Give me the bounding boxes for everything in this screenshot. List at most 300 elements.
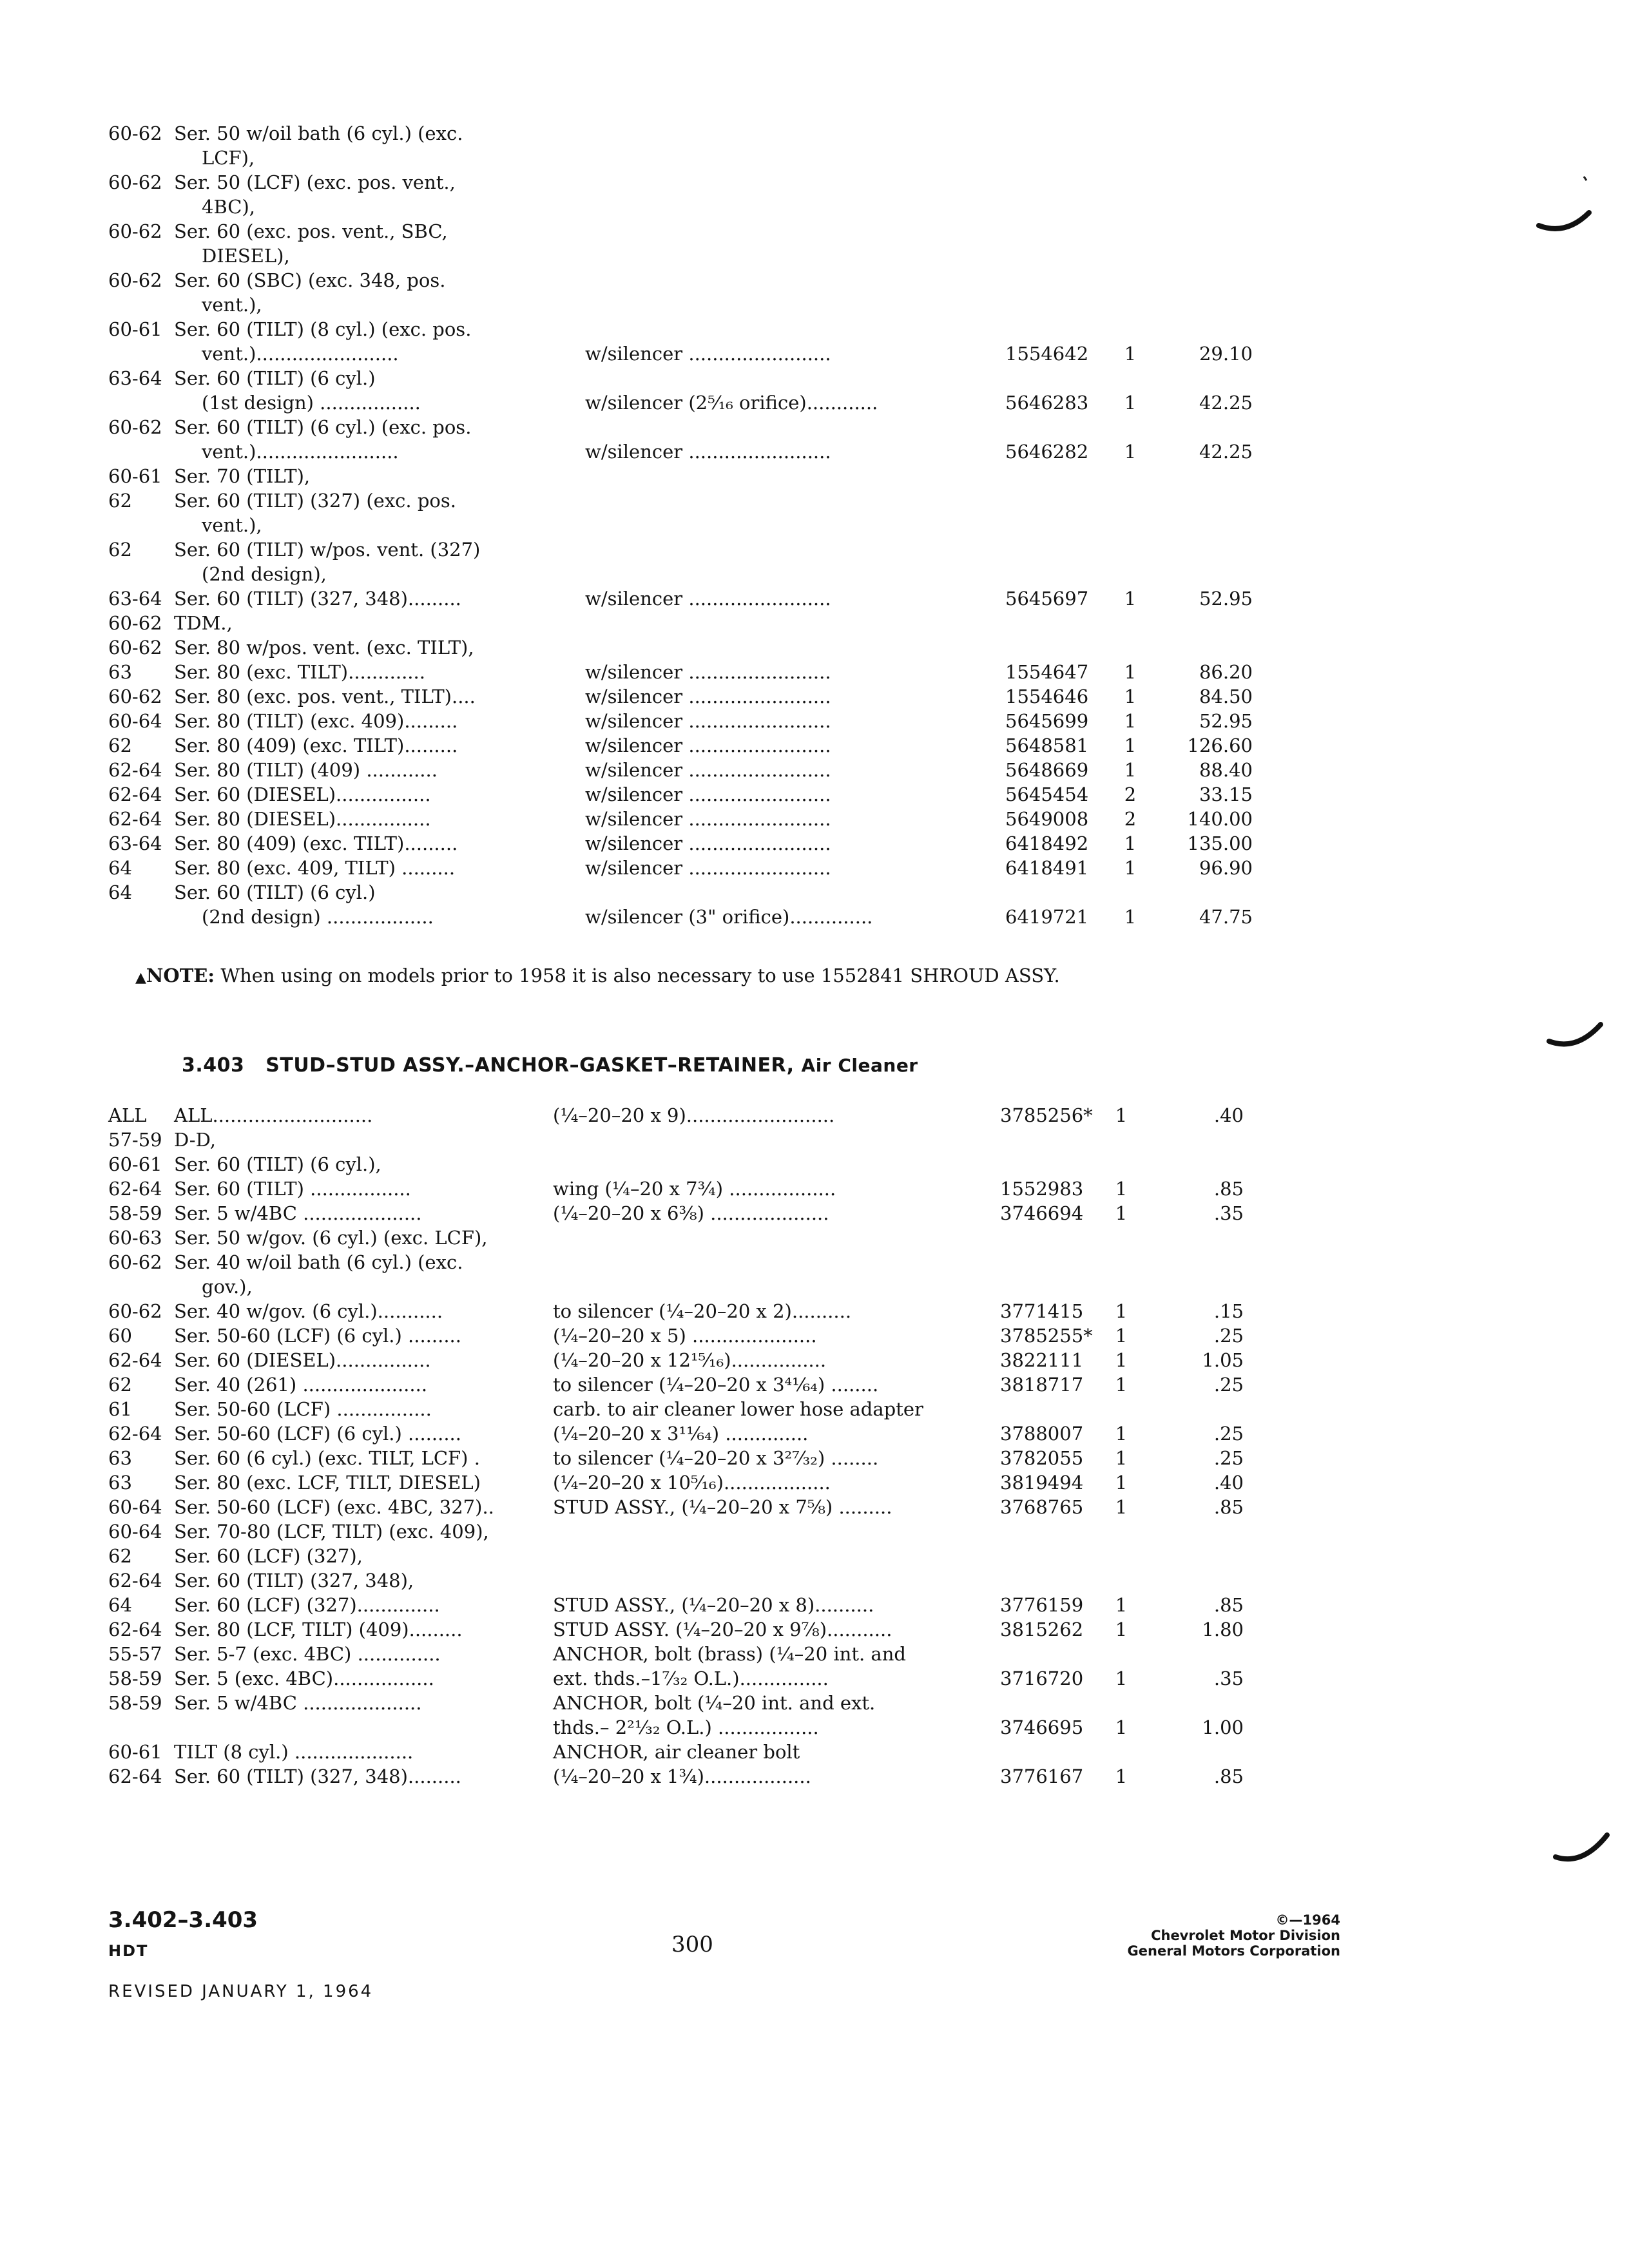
price-cell: .85 [1213, 1496, 1244, 1518]
table-row [108, 758, 1255, 782]
table-row [108, 1764, 1255, 1789]
quantity-cell: 1 [1115, 1447, 1128, 1469]
part-name-cell: thds.– 2²¹⁄₃₂ O.L.) ................. [553, 1716, 819, 1738]
quantity-cell: 1 [1115, 1300, 1128, 1322]
part-name-cell: ANCHOR, bolt (brass) (¼–20 int. and [553, 1643, 906, 1665]
part-number-cell: 5648669 [1005, 759, 1089, 781]
years-cell: 60-62 [108, 416, 162, 438]
table-row [108, 1666, 1255, 1691]
model-cell: Ser. 80 (DIESEL)................ [174, 808, 431, 830]
table-row [108, 1568, 1255, 1593]
years-cell: 60-61 [108, 1153, 162, 1175]
years-cell: 60-61 [108, 1741, 162, 1763]
part-number-cell: 3716720 [1000, 1667, 1084, 1689]
years-cell: 62 [108, 1374, 132, 1396]
section-range: 3.402–3.403 [108, 1907, 258, 1933]
model-cell: vent.)........................ [202, 343, 399, 365]
table-row [108, 1740, 1255, 1764]
years-cell: 62-64 [108, 1619, 162, 1640]
price-cell: 140.00 [1187, 808, 1253, 830]
model-cell: (1st design) ................. [202, 392, 421, 414]
price-cell: .85 [1213, 1178, 1244, 1200]
note-label: NOTE: [146, 965, 215, 986]
section-number: 3.403 [182, 1054, 245, 1077]
part-name-cell: ANCHOR, bolt (¼–20 int. and ext. [553, 1692, 876, 1714]
quantity-cell: 1 [1124, 343, 1137, 365]
table-row [108, 733, 1255, 758]
price-cell: 47.75 [1199, 906, 1253, 928]
model-cell: Ser. 50-60 (LCF) (6 cyl.) ......... [174, 1325, 461, 1347]
table-row [108, 1617, 1255, 1642]
quantity-cell: 1 [1115, 1619, 1128, 1640]
model-cell: Ser. 80 (409) (exc. TILT)......... [174, 735, 458, 756]
model-cell: Ser. 70-80 (LCF, TILT) (exc. 409), [174, 1521, 489, 1542]
part-number-cell: 3785256* [1000, 1104, 1093, 1126]
part-name-cell: ANCHOR, air cleaner bolt [553, 1741, 800, 1763]
part-number-cell: 5646282 [1005, 441, 1089, 463]
part-name-cell: to silencer (¼–20–20 x 3²⁷⁄₃₂) ........ [553, 1447, 879, 1469]
table-row [108, 1642, 1255, 1666]
years-cell: 60-63 [108, 1227, 162, 1249]
years-cell: ALL [108, 1104, 147, 1126]
model-cell: Ser. 50-60 (LCF) (exc. 4BC, 327).. [174, 1496, 494, 1518]
price-cell: .40 [1213, 1472, 1244, 1494]
part-name-cell: w/silencer ........................ [585, 710, 831, 732]
years-cell: 60-62 [108, 171, 162, 193]
table-row [108, 244, 1255, 268]
years-cell: 62-64 [108, 1570, 162, 1591]
table-row [108, 1274, 1255, 1299]
quantity-cell: 1 [1124, 832, 1137, 854]
table-row [108, 341, 1255, 366]
part-number-cell: 6418492 [1005, 832, 1089, 854]
price-cell: .25 [1213, 1423, 1244, 1445]
price-cell: 84.50 [1199, 686, 1253, 707]
part-number-cell: 5645699 [1005, 710, 1089, 732]
part-name-cell: STUD ASSY., (¼–20–20 x 8).......... [553, 1594, 874, 1616]
part-name-cell: w/silencer (2⁵⁄₁₆ orifice)............ [585, 392, 878, 414]
years-cell: 63 [108, 1447, 132, 1469]
model-cell: Ser. 80 (exc. LCF, TILT, DIESEL) [174, 1472, 481, 1494]
model-cell: DIESEL), [202, 245, 290, 267]
model-cell: Ser. 60 (exc. pos. vent., SBC, [174, 220, 448, 242]
part-name-cell: (¼–20–20 x 6⅜) .................... [553, 1202, 829, 1224]
years-cell: 60-62 [108, 1300, 162, 1322]
quantity-cell: 1 [1124, 710, 1137, 732]
years-cell: 63-64 [108, 832, 162, 854]
model-cell: Ser. 80 (exc. 409, TILT) ......... [174, 857, 456, 879]
page-number: 300 [671, 1932, 713, 1957]
price-cell: .25 [1213, 1447, 1244, 1469]
price-cell: 96.90 [1199, 857, 1253, 879]
quantity-cell: 1 [1115, 1325, 1128, 1347]
part-number-cell: 1554646 [1005, 686, 1089, 707]
quantity-cell: 1 [1115, 1716, 1128, 1738]
quantity-cell: 1 [1115, 1423, 1128, 1445]
model-cell: vent.), [202, 514, 262, 536]
model-cell: Ser. 80 (LCF, TILT) (409)......... [174, 1619, 463, 1640]
model-cell: Ser. 60 (TILT) (327, 348)......... [174, 1765, 461, 1787]
price-cell: .40 [1213, 1104, 1244, 1126]
part-name-cell: w/silencer (3" orifice).............. [585, 906, 873, 928]
part-number-cell: 3746695 [1000, 1716, 1084, 1738]
years-cell: 62 [108, 1545, 132, 1567]
years-cell: 62-64 [108, 1178, 162, 1200]
model-cell: Ser. 5 (exc. 4BC)................. [174, 1667, 434, 1689]
table-row [108, 219, 1255, 244]
table-row [108, 1715, 1255, 1740]
price-cell: 135.00 [1187, 832, 1253, 854]
years-cell: 60-62 [108, 686, 162, 707]
footer-left [108, 1907, 373, 2001]
years-cell: 60-61 [108, 318, 162, 340]
table-row [108, 709, 1255, 733]
price-cell: .15 [1213, 1300, 1244, 1322]
parts-listing-3-403 [108, 1103, 1255, 1789]
years-cell: 62-64 [108, 1765, 162, 1787]
part-number-cell: 5646283 [1005, 392, 1089, 414]
price-cell: 42.25 [1199, 441, 1253, 463]
years-cell: 64 [108, 881, 132, 903]
years-cell: 60-64 [108, 1521, 162, 1542]
part-number-cell: 6418491 [1005, 857, 1089, 879]
quantity-cell: 1 [1115, 1202, 1128, 1224]
table-row [108, 831, 1255, 856]
table-row [108, 170, 1255, 195]
part-name-cell: w/silencer ........................ [585, 441, 831, 463]
model-cell: Ser. 70 (TILT), [174, 465, 311, 487]
years-cell: 62 [108, 490, 132, 512]
price-cell: .35 [1213, 1202, 1244, 1224]
division-name: Chevrolet Motor Division [1151, 1928, 1340, 1943]
model-cell: Ser. 60 (TILT) (6 cyl.) [174, 367, 376, 389]
table-row [108, 1470, 1255, 1495]
table-row [108, 464, 1255, 488]
table-row [108, 1372, 1255, 1397]
table-row [108, 905, 1255, 929]
model-cell: Ser. 50 (LCF) (exc. pos. vent., [174, 171, 456, 193]
model-cell: Ser. 60 (6 cyl.) (exc. TILT, LCF) . [174, 1447, 480, 1469]
part-name-cell: (¼–20–20 x 10⁵⁄₁₆).................. [553, 1472, 831, 1494]
quantity-cell: 1 [1124, 392, 1137, 414]
table-row [108, 856, 1255, 880]
price-cell: 1.05 [1202, 1349, 1244, 1371]
part-number-cell: 1554642 [1005, 343, 1089, 365]
model-cell: Ser. 80 (TILT) (409) ............ [174, 759, 438, 781]
years-cell: 62-64 [108, 783, 162, 805]
model-cell: Ser. 80 w/pos. vent. (exc. TILT), [174, 637, 474, 658]
model-cell: gov.), [202, 1276, 253, 1298]
model-cell: Ser. 50-60 (LCF) ................ [174, 1398, 432, 1420]
part-number-cell: 3782055 [1000, 1447, 1084, 1469]
years-cell: 60 [108, 1325, 132, 1347]
price-cell: 52.95 [1199, 710, 1253, 732]
quantity-cell: 1 [1124, 857, 1137, 879]
model-cell: Ser. 5 w/4BC .................... [174, 1692, 422, 1714]
price-cell: 29.10 [1199, 343, 1253, 365]
years-cell: 63-64 [108, 367, 162, 389]
part-name-cell: (¼–20–20 x 12¹⁵⁄₁₆)................ [553, 1349, 827, 1371]
years-cell: 60-61 [108, 465, 162, 487]
part-name-cell: w/silencer ........................ [585, 857, 831, 879]
table-row [108, 439, 1255, 464]
quantity-cell: 1 [1115, 1178, 1128, 1200]
years-cell: 58-59 [108, 1692, 162, 1714]
years-cell: 63 [108, 661, 132, 683]
table-row [108, 611, 1255, 635]
part-number-cell: 1552983 [1000, 1178, 1084, 1200]
years-cell: 61 [108, 1398, 132, 1420]
price-cell: .35 [1213, 1667, 1244, 1689]
table-row [108, 1177, 1255, 1201]
model-cell: Ser. 40 (261) ..................... [174, 1374, 428, 1396]
model-cell: Ser. 40 w/oil bath (6 cyl.) (exc. [174, 1251, 463, 1273]
table-row [108, 1128, 1255, 1152]
model-cell: vent.), [202, 294, 262, 316]
quantity-cell: 1 [1115, 1104, 1128, 1126]
quantity-cell: 1 [1124, 759, 1137, 781]
table-row [108, 1201, 1255, 1225]
table-row [108, 1299, 1255, 1323]
part-name-cell: w/silencer ........................ [585, 686, 831, 707]
table-row [108, 317, 1255, 341]
years-cell: 60-62 [108, 637, 162, 658]
price-cell: 86.20 [1199, 661, 1253, 683]
copyright: ©—1964 [1275, 1912, 1340, 1928]
part-number-cell: 5645454 [1005, 783, 1089, 805]
years-cell: 63-64 [108, 588, 162, 610]
section-subtitle: Air Cleaner [801, 1055, 918, 1076]
price-cell: 52.95 [1199, 588, 1253, 610]
part-number-cell: 3788007 [1000, 1423, 1084, 1445]
note-marker: ▲ [135, 970, 146, 986]
revision-date: REVISED JANUARY 1, 1964 [108, 1982, 374, 2001]
model-cell: Ser. 60 (TILT) (327, 348), [174, 1570, 414, 1591]
binding-mark [1553, 1823, 1611, 1875]
table-row [108, 1323, 1255, 1348]
part-name-cell: w/silencer ........................ [585, 735, 831, 756]
years-cell: 64 [108, 857, 132, 879]
years-cell: 60-62 [108, 122, 162, 144]
table-row [108, 880, 1255, 905]
model-cell: Ser. 60 (TILT) w/pos. vent. (327) [174, 539, 481, 561]
quantity-cell: 1 [1115, 1765, 1128, 1787]
price-cell: .25 [1213, 1374, 1244, 1396]
catalog-code: HDT [108, 1942, 149, 1960]
model-cell: Ser. 60 (TILT) (327, 348)......... [174, 588, 461, 610]
table-row [108, 586, 1255, 611]
part-number-cell: 5645697 [1005, 588, 1089, 610]
model-cell: (2nd design) .................. [202, 906, 434, 928]
years-cell: 63 [108, 1472, 132, 1494]
part-name-cell: (¼–20–20 x 3¹¹⁄₆₄) .............. [553, 1423, 809, 1445]
part-name-cell: STUD ASSY. (¼–20–20 x 9⅞)........... [553, 1619, 892, 1640]
model-cell: Ser. 60 (DIESEL)................ [174, 783, 431, 805]
model-cell: Ser. 5-7 (exc. 4BC) .............. [174, 1643, 441, 1665]
years-cell: 60-62 [108, 220, 162, 242]
model-cell: Ser. 60 (TILT) ................. [174, 1178, 411, 1200]
model-cell: Ser. 60 (LCF) (327), [174, 1545, 363, 1567]
price-cell: 1.80 [1202, 1619, 1244, 1640]
part-name-cell: to silencer (¼–20–20 x 3⁴¹⁄₆₄) ........ [553, 1374, 879, 1396]
model-cell: Ser. 50-60 (LCF) (6 cyl.) ......... [174, 1423, 461, 1445]
years-cell: 62 [108, 539, 132, 561]
section-title: STUD–STUD ASSY.–ANCHOR–GASKET–RETAINER, [265, 1054, 795, 1077]
years-cell: 62 [108, 735, 132, 756]
table-row [108, 660, 1255, 684]
part-number-cell: 3776159 [1000, 1594, 1084, 1616]
table-row [108, 390, 1255, 415]
part-name-cell: wing (¼–20 x 7¾) .................. [553, 1178, 836, 1200]
table-row [108, 121, 1255, 146]
model-cell: vent.)........................ [202, 441, 399, 463]
model-cell: Ser. 40 w/gov. (6 cyl.)........... [174, 1300, 443, 1322]
quantity-cell: 1 [1115, 1594, 1128, 1616]
quantity-cell: 1 [1115, 1496, 1128, 1518]
table-row [108, 195, 1255, 219]
table-row [108, 415, 1255, 439]
part-number-cell: 3746694 [1000, 1202, 1084, 1224]
years-cell: 55-57 [108, 1643, 162, 1665]
quantity-cell: 1 [1115, 1472, 1128, 1494]
table-row [108, 1348, 1255, 1372]
table-row [108, 1446, 1255, 1470]
quantity-cell: 1 [1115, 1667, 1128, 1689]
binding-mark [1534, 174, 1598, 245]
table-row [108, 807, 1255, 831]
table-row [108, 366, 1255, 390]
quantity-cell: 1 [1124, 735, 1137, 756]
model-cell: ALL........................... [174, 1104, 373, 1126]
note [135, 963, 1102, 990]
table-row [108, 1691, 1255, 1715]
part-name-cell: w/silencer ........................ [585, 783, 831, 805]
years-cell: 62-64 [108, 759, 162, 781]
model-cell: D-D, [174, 1129, 217, 1151]
part-name-cell: (¼–20–20 x 1¾).................. [553, 1765, 811, 1787]
model-cell: Ser. 80 (409) (exc. TILT)......... [174, 832, 458, 854]
part-number-cell: 3822111 [1000, 1349, 1084, 1371]
years-cell: 58-59 [108, 1202, 162, 1224]
model-cell: Ser. 60 (TILT) (327) (exc. pos. [174, 490, 456, 512]
quantity-cell: 2 [1124, 783, 1137, 805]
quantity-cell: 2 [1124, 808, 1137, 830]
part-name-cell: w/silencer ........................ [585, 832, 831, 854]
model-cell: Ser. 60 (TILT) (8 cyl.) (exc. pos. [174, 318, 472, 340]
table-row [108, 684, 1255, 709]
binding-mark [1547, 1018, 1605, 1057]
part-name-cell: ext. thds.–1⁷⁄₃₂ O.L.)............... [553, 1667, 829, 1689]
table-row [108, 537, 1255, 562]
quantity-cell: 1 [1124, 686, 1137, 707]
part-name-cell: to silencer (¼–20–20 x 2).......... [553, 1300, 852, 1322]
table-row [108, 268, 1255, 293]
part-name-cell: (¼–20–20 x 9)......................... [553, 1104, 835, 1126]
price-cell: .85 [1213, 1594, 1244, 1616]
price-cell: .85 [1213, 1765, 1244, 1787]
quantity-cell: 1 [1124, 441, 1137, 463]
table-row [108, 635, 1255, 660]
model-cell: Ser. 60 (LCF) (327).............. [174, 1594, 440, 1616]
table-row [108, 1152, 1255, 1177]
model-cell: Ser. 80 (TILT) (exc. 409)......... [174, 710, 458, 732]
model-cell: Ser. 60 (TILT) (6 cyl.) [174, 881, 376, 903]
years-cell: 62-64 [108, 1423, 162, 1445]
model-cell: Ser. 60 (TILT) (6 cyl.) (exc. pos. [174, 416, 472, 438]
table-row [108, 1103, 1255, 1128]
years-cell: 60-62 [108, 1251, 162, 1273]
section-heading [182, 1054, 918, 1077]
table-row [108, 1225, 1255, 1250]
note-text: When using on models prior to 1958 it is also necessary to use 1552841 SHROUD ASSY. [220, 965, 1060, 986]
model-cell: Ser. 60 (DIESEL)................ [174, 1349, 431, 1371]
price-cell: 126.60 [1187, 735, 1253, 756]
model-cell: TDM., [174, 612, 233, 634]
part-number-cell: 5649008 [1005, 808, 1089, 830]
part-number-cell: 1554647 [1005, 661, 1089, 683]
model-cell: Ser. 50 w/oil bath (6 cyl.) (exc. [174, 122, 463, 144]
years-cell: 60-64 [108, 710, 162, 732]
part-number-cell: 3818717 [1000, 1374, 1084, 1396]
table-row [108, 562, 1255, 586]
table-row [108, 1544, 1255, 1568]
table-row [108, 488, 1255, 513]
quantity-cell: 1 [1124, 906, 1137, 928]
table-row [108, 1593, 1255, 1617]
model-cell: Ser. 50 w/gov. (6 cyl.) (exc. LCF), [174, 1227, 488, 1249]
price-cell: .25 [1213, 1325, 1244, 1347]
part-name-cell: (¼–20–20 x 5) ..................... [553, 1325, 817, 1347]
part-number-cell: 5648581 [1005, 735, 1089, 756]
part-name-cell: w/silencer ........................ [585, 588, 831, 610]
part-name-cell: carb. to air cleaner lower hose adapter [553, 1398, 923, 1420]
years-cell: 64 [108, 1594, 132, 1616]
table-row [108, 293, 1255, 317]
part-number-cell: 3815262 [1000, 1619, 1084, 1640]
table-row [108, 1495, 1255, 1519]
corporation-name: General Motors Corporation [1127, 1943, 1340, 1959]
table-row [108, 782, 1255, 807]
table-row [108, 1519, 1255, 1544]
part-name-cell: STUD ASSY., (¼–20–20 x 7⅝) ......... [553, 1496, 892, 1518]
part-number-cell: 3768765 [1000, 1496, 1084, 1518]
quantity-cell: 1 [1115, 1349, 1128, 1371]
quantity-cell: 1 [1124, 661, 1137, 683]
years-cell: 60-62 [108, 269, 162, 291]
model-cell: Ser. 60 (SBC) (exc. 348, pos. [174, 269, 446, 291]
model-cell: Ser. 80 (exc. pos. vent., TILT).... [174, 686, 476, 707]
price-cell: 33.15 [1199, 783, 1253, 805]
part-name-cell: w/silencer ........................ [585, 661, 831, 683]
model-cell: Ser. 5 w/4BC .................... [174, 1202, 422, 1224]
years-cell: 58-59 [108, 1667, 162, 1689]
footer-publisher [1128, 1912, 1340, 1959]
years-cell: 62-64 [108, 808, 162, 830]
table-row [108, 1250, 1255, 1274]
price-cell: 88.40 [1199, 759, 1253, 781]
quantity-cell: 1 [1124, 588, 1137, 610]
part-number-cell: 3771415 [1000, 1300, 1084, 1322]
price-cell: 42.25 [1199, 392, 1253, 414]
price-cell: 1.00 [1202, 1716, 1244, 1738]
table-row [108, 1397, 1255, 1421]
part-number-cell: 3819494 [1000, 1472, 1084, 1494]
years-cell: 60-62 [108, 612, 162, 634]
part-number-cell: 3776167 [1000, 1765, 1084, 1787]
part-name-cell: w/silencer ........................ [585, 343, 831, 365]
model-cell: (2nd design), [202, 563, 327, 585]
years-cell: 62-64 [108, 1349, 162, 1371]
